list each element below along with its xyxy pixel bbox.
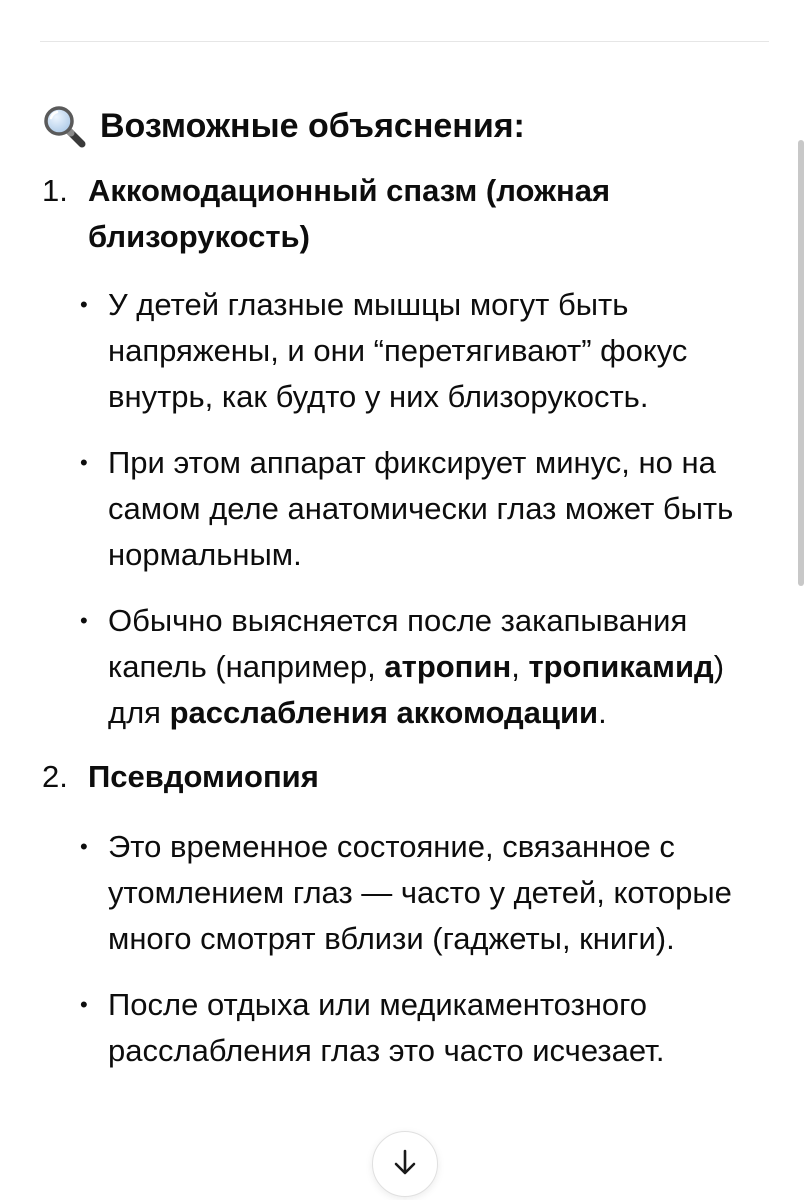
scroll-down-button[interactable] bbox=[372, 1131, 438, 1197]
bullet-text-part: ) для bbox=[108, 649, 725, 730]
item-number: 2. bbox=[42, 759, 68, 794]
bullet-text: При этом аппарат фиксирует минус, но на самом деле анатомически глаз может быть нормальным. bbox=[108, 445, 734, 572]
message-content bbox=[42, 96, 762, 1074]
bullet-dot: • bbox=[80, 450, 88, 475]
list-item bbox=[42, 168, 762, 750]
bullet-item bbox=[80, 598, 762, 736]
section-heading-text: Возможные объяснения: bbox=[100, 107, 525, 145]
bullet-item bbox=[80, 982, 762, 1074]
item-title: Псевдомиопия bbox=[88, 759, 319, 794]
explanations-list bbox=[42, 168, 762, 1074]
bold-term-relaxation: расслабления аккомодации bbox=[169, 695, 599, 730]
item-title: Аккомодационный спазм (ложная близорукость) bbox=[88, 173, 611, 254]
bullet-text: Это временное состояние, связанное с утомлением глаз — часто у детей, которые много смотрят вблизи (гаджеты, книги). bbox=[108, 829, 732, 956]
bold-term-atropine: атропин bbox=[384, 649, 512, 684]
bullet-item bbox=[80, 282, 762, 420]
sub-list bbox=[80, 824, 762, 1074]
bold-term-tropicamide: тропикамид bbox=[528, 649, 714, 684]
bullet-text-part: , bbox=[511, 649, 529, 684]
bullet-text-part: . bbox=[598, 695, 607, 730]
top-divider bbox=[40, 41, 769, 42]
list-item bbox=[42, 754, 762, 1074]
bullet-dot: • bbox=[80, 608, 88, 633]
scrollbar-thumb[interactable] bbox=[798, 140, 804, 586]
item-number: 1. bbox=[42, 173, 68, 208]
bullet-item bbox=[80, 440, 762, 578]
bullet-dot: • bbox=[80, 834, 88, 859]
sub-list bbox=[80, 282, 762, 750]
bullet-dot: • bbox=[80, 992, 88, 1017]
section-heading bbox=[42, 96, 762, 156]
bullet-text-part: Обычно выясняется после закапывания капель (например, bbox=[108, 603, 688, 684]
arrow-down-icon bbox=[390, 1147, 420, 1182]
magnifying-glass-icon bbox=[42, 104, 86, 148]
bullet-item bbox=[80, 824, 762, 962]
bullet-dot: • bbox=[80, 292, 88, 317]
bullet-text: У детей глазные мышцы могут быть напряжены, и они “перетягивают” фокус внутрь, как будто у них близорукость. bbox=[108, 287, 688, 414]
bullet-text: После отдыха или медикаментозного расслабления глаз это часто исчезает. bbox=[108, 987, 665, 1068]
